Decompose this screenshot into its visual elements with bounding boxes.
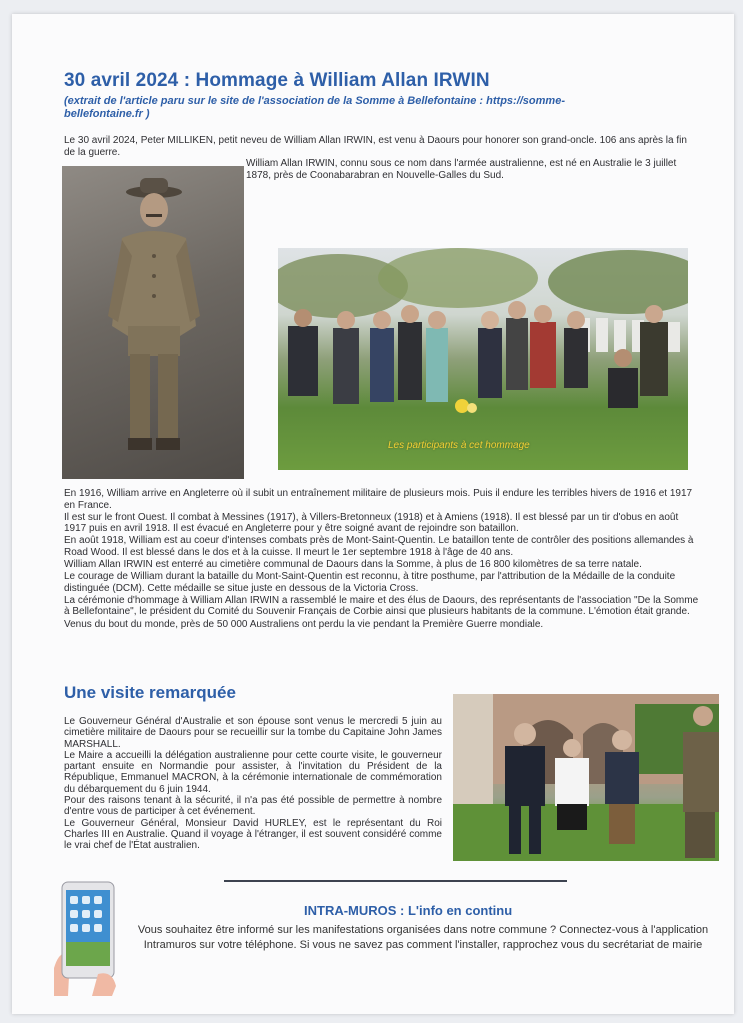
visit-paragraph: Le Gouverneur Général d'Australie et son épouse sont venus le mercredi 5 juin au cimetière militaire de Daours pour se recueillir sur la tombe du Capitaine John James MARSHALL.	[64, 716, 442, 750]
visit-heading: Une visite remarquée	[64, 683, 236, 702]
article-paragraph: En août 1918, William est au coeur d'intenses combats près de Mont-Saint-Quentin. Le bataillon tente de contrôler des positions allemandes à Road Wood. Il est blessé dans le dos et à la cuisse. Il meurt le 1er septembre 1918 à l'âge de 40 ans.	[64, 535, 694, 558]
article-paragraph: Le courage de William durant la bataille du Mont-Saint-Quentin est reconnu, à titre posthume, par l'attribution de la Médaille de la conduite distinguée (DCM). Cette médaille se situe juste en dessous de la Victoria Cross.	[64, 571, 676, 594]
visit-paragraph: Pour des raisons tenant à la sécurité, il n'a pas été possible de permettre à nombre d'entre vous de participer à cet événement.	[64, 795, 442, 818]
article-source: (extrait de l'article paru sur le site de l'association de la Somme à Bellefontaine : https://somme-bellefontaine.fr )	[64, 95, 565, 120]
article-paragraph: William Allan IRWIN est enterré au cimetière communal de Daours dans la Somme, à plus de 16 800 kilomètres de sa terre natale.	[64, 559, 642, 571]
smartphone-in-hand-icon	[52, 878, 122, 998]
governor-visit-photo	[453, 694, 719, 861]
intramuros-heading: INTRA-MUROS : L'info en continu	[304, 903, 513, 918]
article-paragraph: Il est sur le front Ouest. Il combat à Messines (1917), à Villers-Bretonneux (1918) et à Amiens (1918). Il est blessé par un tir d'obus en août 1917 puis en avril 1918. Il est évacué en Angleterre pour y être soigné avant de rejoindre son bataillon.	[64, 511, 679, 535]
visit-body	[64, 716, 442, 852]
soldier-figure	[62, 166, 244, 479]
article-paragraph: La cérémonie d'hommage à William Allan IRWIN a rassemblé le maire et des élus de Daours, des représentants de l'association "De la Somme à Bellefontaine", le président du Comité du Souvenir Français de Corbie ainsi que plusieurs habitants de la commune. L'émotion était grande.	[64, 594, 699, 618]
section-divider	[224, 880, 567, 882]
visit-photo-scene	[453, 694, 719, 861]
intramuros-text: Vous souhaitez être informé sur les manifestations organisées dans notre commune ? Connectez-vous à l'application Intramuros sur votre téléphone. Si vous ne savez pas comment l'installer, rapprochez vous du secrétariat de mairie	[137, 924, 709, 951]
participants-group-photo	[278, 248, 688, 470]
article-intro: Le 30 avril 2024, Peter MILLIKEN, petit neveu de William Allan IRWIN, est venu à Daours pour honorer son grand-oncle. 106 ans après la fin de la guerre.	[64, 135, 687, 158]
article-paragraph: En 1916, William arrive en Angleterre où il subit un entraînement militaire de plusieurs mois. Puis il endure les terribles hivers de 1916 et 1917 en France.	[64, 488, 693, 511]
article-body	[64, 488, 700, 631]
visit-paragraph: Le Gouverneur Général, Monsieur David HURLEY, est le représentant du Roi Charles III en Australie. Quand il voyage à l'étranger, il est souvent considéré comme le vrai chef de l'État australien.	[64, 817, 442, 852]
soldier-portrait-photo	[62, 166, 244, 479]
article-birth-paragraph: William Allan IRWIN, connu sous ce nom dans l'armée australienne, est né en Australie le 3 juillet 1878, près de Coonabarabran en Nouvelle-Galles du Sud.	[246, 158, 677, 181]
article-paragraph: Venus du bout du monde, près de 50 000 Australiens ont perdu la vie pendant la Première Guerre mondiale.	[64, 618, 544, 630]
visit-paragraph: Le Maire a accueilli la délégation australienne pour cette courte visite, le gouverneur partant ensuite en Normandie pour assister, à l'invitation du Président de la République, Emmanuel MACRON, à la cérémonie internationale de commémoration du débarquement du 6 juin 1944.	[64, 749, 442, 795]
article-title: 30 avril 2024 : Hommage à William Allan IRWIN	[64, 70, 490, 91]
photo-caption: Les participants à cet hommage	[388, 440, 530, 451]
group-photo-scene	[278, 248, 688, 470]
